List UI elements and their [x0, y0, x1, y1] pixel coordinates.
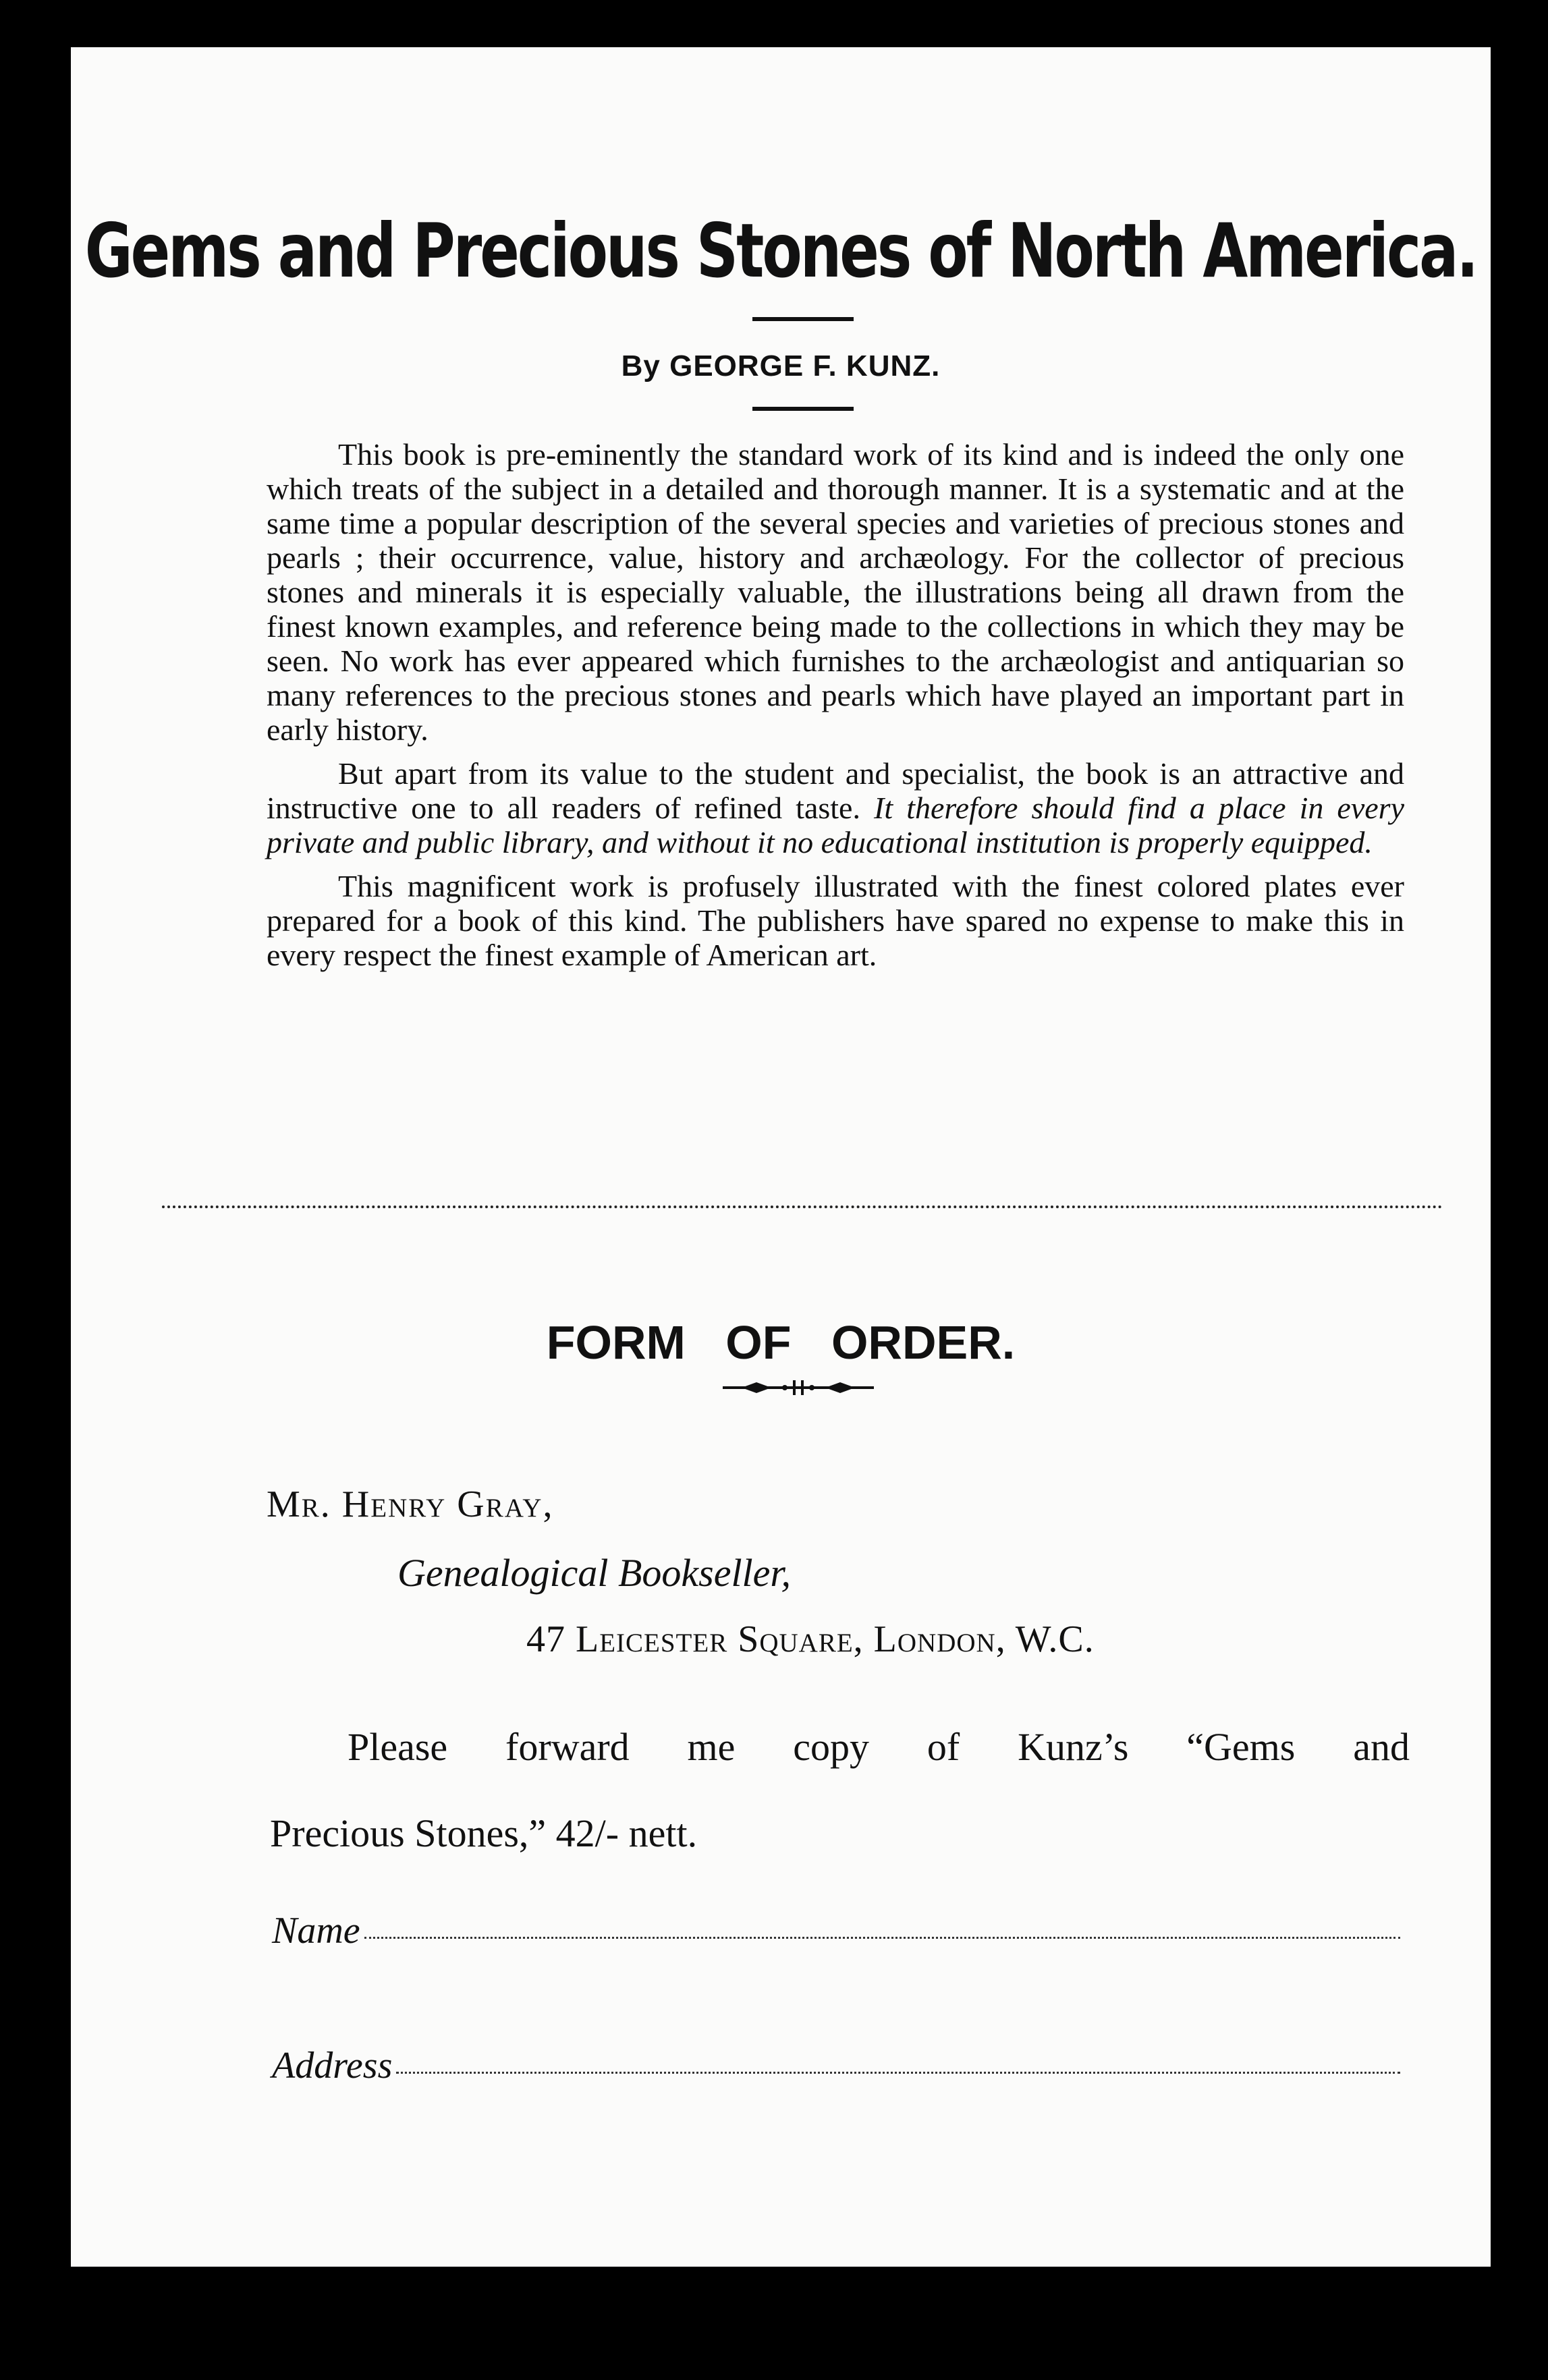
order-form-title: FORM OF ORDER. — [546, 1316, 1016, 1369]
address-label: Address — [272, 2045, 393, 2087]
byline-rule — [752, 407, 854, 411]
name-field[interactable] — [272, 1909, 1400, 1952]
description-paragraph-1: This book is pre-eminently the standard work of its kind and is indeed the only one which treats of the subject in a detailed and thorough manner. It is a systematic and at the same time a popular description of the several species and varieties of precious stones and pearls ; their occurrence, value, history and archæology. For the collector of precious stones and minerals it is especially valuable, the illustrations being all drawn from the finest known examples, and reference being made to the collections in which they may be seen. No work has ever appeared which furnishes to the archæologist and antiquarian so many references to the precious stones and pearls which have played an important part in early history. — [267, 437, 1404, 747]
addressee-name: Mr. Henry Gray, — [267, 1483, 554, 1525]
dotted-separator — [162, 1206, 1443, 1208]
book-title: Gems and Precious Stones of North America. — [84, 207, 1477, 295]
description-paragraph-2-italic: It therefore should find a place in every private and public library, and without it no educational institution is properly equipped. — [267, 791, 1404, 859]
address-blank-line[interactable] — [396, 2072, 1400, 2074]
advertisement-page — [71, 47, 1491, 2267]
description-paragraph-3: This magnificent work is profusely illustrated with the finest colored plates ever prepared for a book of this kind. The publishers have spared no expense to make this in every respect the finest example of American art. — [267, 869, 1404, 972]
order-request-line-1: Please forward me copy of Kunz’s “Gems and — [348, 1725, 1410, 1769]
address-field[interactable] — [272, 2044, 1400, 2087]
description-paragraph-2-text: But apart from its value to the student and specialist, the book is an attractive and instructive one to all readers of refined taste. — [267, 756, 1404, 825]
title-rule — [752, 317, 854, 321]
ornament-divider-icon — [717, 1371, 879, 1405]
name-blank-line[interactable] — [364, 1937, 1400, 1939]
book-description — [267, 437, 1404, 982]
description-paragraph-2 — [267, 756, 1404, 859]
order-request-line-2: Precious Stones,” 42/- nett. — [270, 1811, 698, 1855]
addressee-role: Genealogical Bookseller, — [397, 1551, 792, 1595]
addressee-address: 47 Leicester Square, London, W.C. — [526, 1618, 1095, 1660]
name-label: Name — [272, 1910, 360, 1952]
author-byline: By GEORGE F. KUNZ. — [621, 349, 941, 382]
